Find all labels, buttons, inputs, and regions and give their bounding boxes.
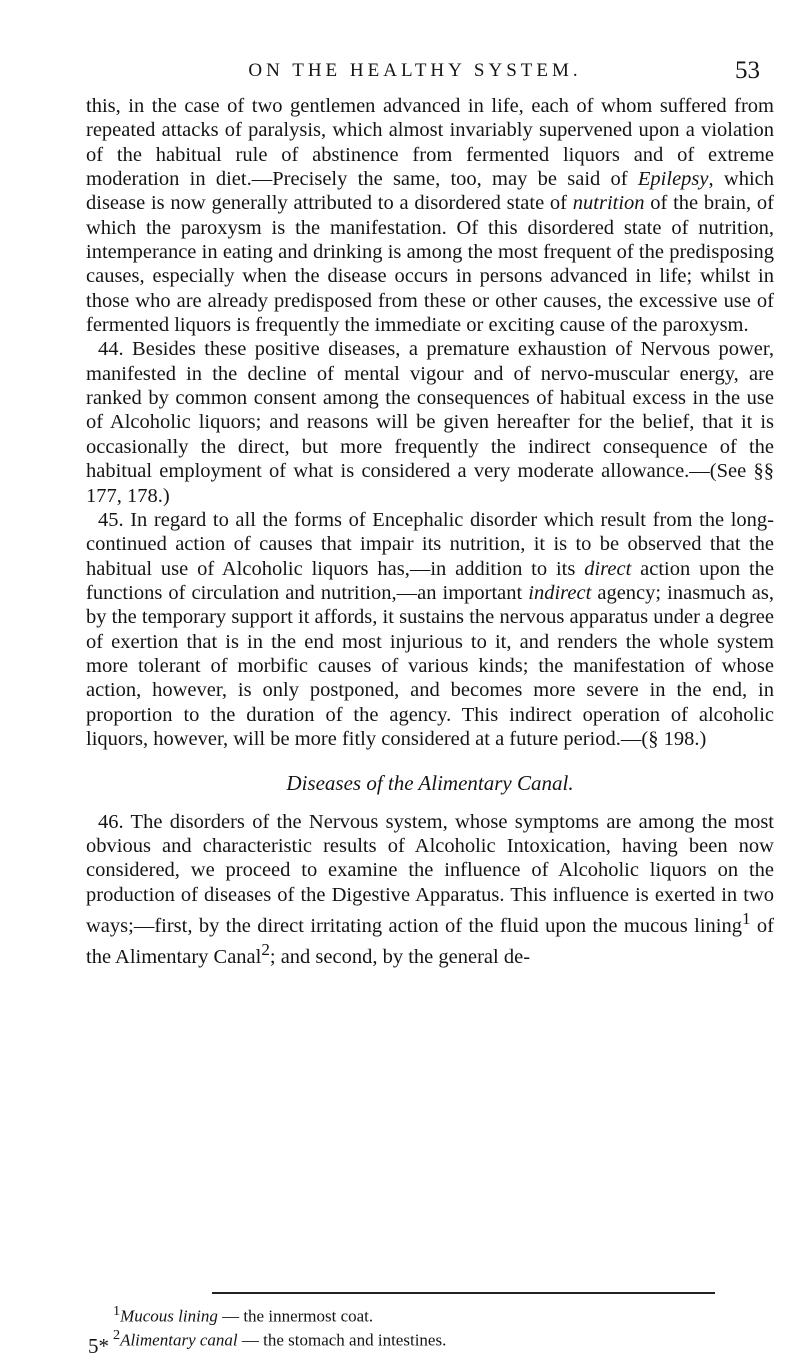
paragraph-continued: this, in the case of two gentlemen advanced in life, each of whom suffered from repeated attacks of paralysis, which almost invariably supervened upon a violation of the habitual rule of abstinence from fermented liquors and of extreme moderation in diet.—Precisely the same, too, may be said of Epilepsy, which disease is now generally attributed to a disordered state of nutrition of the brain, of which the paroxysm is the manifestation. Of this disordered state of nutrition, intemperance in eating and drinking is among the most frequent of the predisposing causes, especially when the disease occurs in persons advanced in life; whilst in those who are already predisposed from these or other causes, the excessive use of fermented liquors is frequently the immediate or exciting cause of the paroxysm. xyxy=(86,95,774,337)
term-nutrition: nutrition xyxy=(572,192,645,215)
term-epilepsy: Epilepsy xyxy=(637,168,709,191)
footnote-divider xyxy=(212,1292,715,1294)
body-text xyxy=(86,94,774,969)
running-title: ON THE HEALTHY SYSTEM. xyxy=(248,60,582,81)
page-header xyxy=(70,56,760,86)
paragraph-46: 46. The disorders of the Nervous system, whose symptoms are among the most obvious and characteristic results of Alcoholic Intoxication, having been now considered, we proceed to examine the influence of Alcoholic liquors on the production of diseases of the Digestive Apparatus. This influence is exerted in two ways;—first, by the direct irritating action of the fluid upon the mucous lining$^1$ of the Alimentary Canal$^2$; and second, by the general de- xyxy=(86,810,775,968)
term-indirect: indirect xyxy=(528,581,592,604)
term-direct: direct xyxy=(584,557,632,580)
footnote-ref-1: 1 xyxy=(741,909,751,928)
paragraph-44: 44. Besides these positive diseases, a premature exhaustion of Nervous power, manifested in the decline of mental vigour and of nervo-muscular energy, are ranked by common consent among the consequences of habitual excess in the use of Alcoholic liquors; and reasons will be given hereafter for the belief, that it is occasionally the direct, but more frequently the indirect consequence of the habitual employment of what is considered a very moderate allowance.—(See §§ 177, 178.) xyxy=(86,338,774,507)
paragraph-45: 45. In regard to all the forms of Encephalic disorder which result from the long-continued action of causes that impair its nutrition, it is to be observed that the habitual use of Alcoholic liquors has,—in addition to its direct action upon the functions of circulation and nutrition,—an important indirect agency; inasmuch as, by the temporary support it affords, it sustains the nervous apparatus under a degree of exertion that is in the end most injurious to it, and renders the whole system more tolerant of morbific causes of various kinds; the manifestation of whose action, however, is only postponed, and becomes more severe in the end, in proportion to the duration of the agency. This indirect operation of alcoholic liquors, however, will be more fitly considered at a future period.—(§ 198.) xyxy=(86,508,774,750)
page-number: 53 xyxy=(735,57,760,84)
footnotes xyxy=(113,1302,753,1349)
footnote-1: $^1$Mucous lining — the innermost coat. xyxy=(113,1303,374,1326)
footnote-ref-2: 2 xyxy=(261,940,270,960)
footnote-2: $^2$Alimentary canal — the stomach and intestines. xyxy=(113,1326,447,1350)
printer-signature: 5* xyxy=(88,1334,109,1358)
section-heading: Diseases of the Alimentary Canal. xyxy=(286,771,574,796)
